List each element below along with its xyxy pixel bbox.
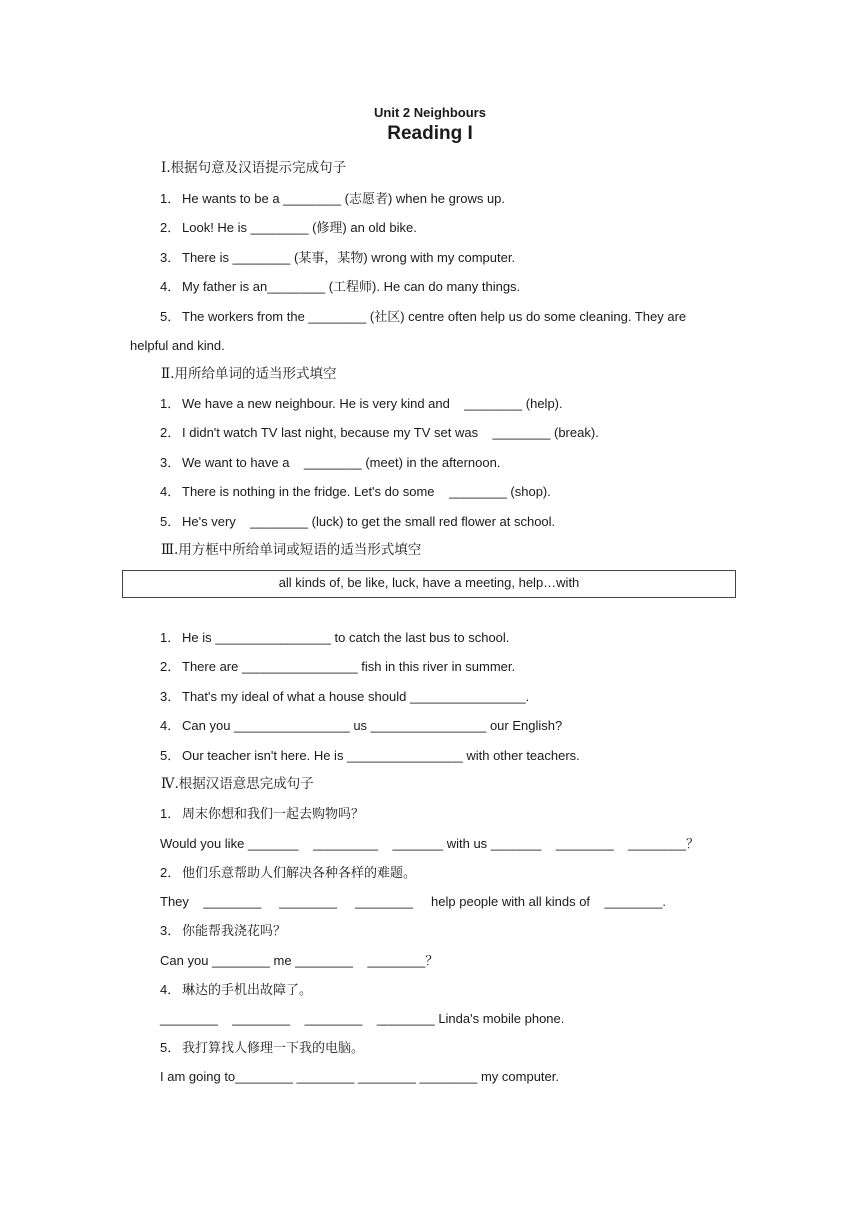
section-2-item-4 xyxy=(160,483,551,501)
section-1-item-4 xyxy=(160,278,520,296)
item-number: 1． xyxy=(160,806,181,821)
item-text: There is ________ (某事，某物) wrong with my computer. xyxy=(182,250,516,265)
item-number: 1． xyxy=(160,630,181,645)
section-4-item-4-prompt xyxy=(160,981,312,1000)
item-number: 3． xyxy=(160,250,181,265)
section-4-heading: Ⅳ.根据汉语意思完成句子 xyxy=(161,776,314,792)
section-4-item-2-prompt xyxy=(160,864,416,883)
item-number: 1． xyxy=(160,191,181,206)
item-number: 2． xyxy=(160,425,181,440)
section-1-item-3 xyxy=(160,249,515,267)
item-text: We have a new neighbour. He is very kind and ________ (help). xyxy=(182,396,563,411)
section-1-item-2 xyxy=(160,219,417,237)
item-number: 4． xyxy=(160,718,181,733)
section-4-item-5-answer: I am going to________ ________ ________ ________ my computer. xyxy=(160,1069,559,1084)
item-number: 4． xyxy=(160,484,181,499)
section-1-item-5 xyxy=(160,308,686,326)
item-text: My father is an________ (工程师). He can do many things. xyxy=(182,279,521,294)
item-prompt: 你能帮我浇花吗？ xyxy=(182,924,287,939)
section-4-item-1-answer: Would you like _______ _________ _______ with us _______ ________ ________？ xyxy=(160,836,699,851)
item-text: Can you ________________ us ________________ our English? xyxy=(182,718,563,733)
section-2-item-1 xyxy=(160,395,563,413)
section-4-item-4-answer: ________ ________ ________ ________ Linda's mobile phone. xyxy=(160,1011,565,1026)
item-number: 5． xyxy=(160,514,181,529)
item-text: He wants to be a ________ (志愿者) when he grows up. xyxy=(182,191,506,206)
item-text: There is nothing in the fridge. Let's do some ________ (shop). xyxy=(182,484,551,499)
lesson-title: Reading I xyxy=(387,123,473,144)
item-text: We want to have a ________ (meet) in the afternoon. xyxy=(182,455,501,470)
item-text: Our teacher isn't here. He is ________________ with other teachers. xyxy=(182,748,580,763)
item-number: 1． xyxy=(160,396,181,411)
item-number: 2． xyxy=(160,220,181,235)
item-text: Look! He is ________ (修理) an old bike. xyxy=(182,220,417,235)
section-2-heading: Ⅱ.用所给单词的适当形式填空 xyxy=(161,366,337,382)
item-number: 4． xyxy=(160,279,181,294)
item-text: The workers from the ________ (社区) centre often help us do some cleaning. They are xyxy=(182,309,687,324)
section-4-item-5-prompt xyxy=(160,1039,364,1058)
section-2-item-3 xyxy=(160,454,500,472)
item-prompt: 周末你想和我们一起去购物吗？ xyxy=(182,807,365,822)
section-4-item-2-answer: They ________ ________ ________ help people with all kinds of ________. xyxy=(160,894,666,909)
section-3-item-1 xyxy=(160,629,509,647)
item-text: He's very ________ (luck) to get the small red flower at school. xyxy=(182,514,556,529)
section-1-heading: Ⅰ.根据句意及汉语提示完成句子 xyxy=(161,160,347,176)
section-2-item-5 xyxy=(160,513,555,531)
section-3-heading: Ⅲ.用方框中所给单词或短语的适当形式填空 xyxy=(161,542,422,558)
word-box: all kinds of, be like, luck, have a meeting, help…with xyxy=(122,570,736,598)
section-4-item-3-prompt xyxy=(160,922,286,941)
item-number: 3． xyxy=(160,923,181,938)
item-number: 3． xyxy=(160,455,181,470)
section-3-item-4 xyxy=(160,717,562,735)
section-4-item-1-prompt xyxy=(160,805,364,824)
section-2-item-2 xyxy=(160,424,599,442)
section-1-item-5-continuation: helpful and kind. xyxy=(130,338,225,353)
item-number: 5． xyxy=(160,1040,181,1055)
item-text: That's my ideal of what a house should ________________. xyxy=(182,689,530,704)
item-number: 2． xyxy=(160,659,181,674)
section-1-item-1 xyxy=(160,190,505,208)
section-3-item-5 xyxy=(160,747,580,765)
item-prompt: 我打算找人修理一下我的电脑。 xyxy=(182,1041,365,1056)
item-prompt: 他们乐意帮助人们解决各种各样的难题。 xyxy=(182,866,417,881)
item-number: 3． xyxy=(160,689,181,704)
item-text: He is ________________ to catch the last bus to school. xyxy=(182,630,510,645)
item-number: 5． xyxy=(160,309,181,324)
item-number: 4． xyxy=(160,982,181,997)
item-text: I didn't watch TV last night, because my TV set was ________ (break). xyxy=(182,425,599,440)
item-prompt: 琳达的手机出故障了。 xyxy=(182,983,313,998)
item-number: 5． xyxy=(160,748,181,763)
section-4-item-3-answer: Can you ________ me ________ ________？ xyxy=(160,953,439,968)
item-text: There are ________________ fish in this river in summer. xyxy=(182,659,516,674)
unit-title: Unit 2 Neighbours xyxy=(374,105,486,120)
section-3-item-3 xyxy=(160,688,529,706)
section-3-item-2 xyxy=(160,658,515,676)
item-number: 2． xyxy=(160,865,181,880)
